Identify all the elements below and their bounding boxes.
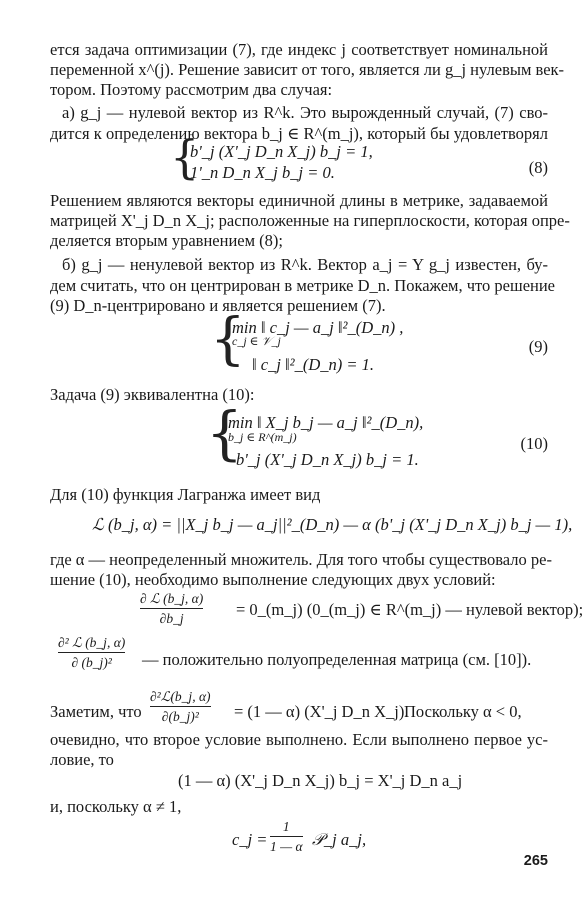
equation-brace: {: [206, 399, 243, 467]
fraction-denominator: 1 — α: [270, 839, 303, 854]
text-line: и, поскольку α ≠ 1,: [50, 797, 182, 816]
equation-10-subscript: b_j ∈ R^(m_j): [228, 430, 297, 444]
fraction-numerator: ∂²ℒ(b_j, α): [150, 689, 211, 704]
equation-brace: {: [170, 130, 200, 184]
page-number: 265: [523, 853, 548, 869]
result-equation: (1 — α) (X'_j D_n X_j) b_j = X'_j D_n a_j: [178, 771, 463, 790]
text-line: (9) D_n-центрировано и является решением (7).: [50, 296, 386, 315]
equation-number: (10): [520, 434, 548, 453]
text-line: переменной x^(j). Решение зависит от того, является ли g_j нулевым век-: [50, 60, 565, 79]
fraction-numerator: 1: [282, 819, 290, 834]
equation-brace: {: [210, 307, 246, 372]
equation-10-line2: b'_j (X'_j D_n X_j) b_j = 1.: [236, 450, 419, 469]
equation-9-line1: min ‖ c_j — a_j ‖²_(D_n) ,: [232, 318, 404, 337]
fraction: [270, 818, 303, 855]
fraction-numerator: ∂ ℒ (b_j, α): [140, 591, 204, 606]
equation-number: (9): [528, 337, 548, 356]
text-line: б) g_j — ненулевой вектор из R^k. Вектор a_j = Y g_j известен, бу-: [62, 255, 548, 274]
text-line: дем считать, что он центрирован в метрике D_n. Покажем, что решение: [50, 276, 555, 295]
final-equation-lhs: c_j =: [232, 830, 268, 849]
text-line: деляется вторым уравнением (8);: [50, 231, 283, 250]
text-line: где α — неопределенный множитель. Для того чтобы существовало ре-: [50, 550, 552, 569]
text-line: а) g_j — нулевой вектор из R^k. Это вырожденный случай, (7) сво-: [62, 103, 548, 122]
note-rhs: = (1 — α) (X'_j D_n X_j).: [234, 702, 409, 721]
fraction-numerator: ∂² ℒ (b_j, α): [58, 635, 126, 650]
fraction-denominator: ∂(b_j)²: [161, 709, 199, 724]
text-line: Заметим, что: [50, 702, 142, 721]
lagrange-equation: ℒ (b_j, α) = ||X_j b_j — a_j||²_(D_n) — α (b'_j (X'_j D_n X_j) b_j — 1),: [92, 515, 573, 534]
text-line: ется задача оптимизации (7), где индекс j соответствует номинальной: [50, 40, 548, 59]
text-line: дится к определению вектора b_j ∈ R^(m_j), который бы удовлетворял: [50, 124, 548, 143]
condition-1-rhs: = 0_(m_j) (0_(m_j) ∈ R^(m_j) — нулевой вектор);: [236, 600, 584, 619]
text-line: Для (10) функция Лагранжа имеет вид: [50, 485, 321, 504]
text-line: ловие, то: [50, 750, 114, 769]
fraction-bar: [140, 608, 203, 609]
equation-8-line1: b'_j (X'_j D_n X_j) b_j = 1,: [190, 142, 373, 161]
text-line: тором. Поэтому рассмотрим два случая:: [50, 80, 333, 99]
equation-9-subscript: c_j ∈ 𝒱_j: [232, 334, 281, 348]
text-line: Задача (9) эквивалентна (10):: [50, 385, 255, 404]
final-equation-rhs: 𝒫_j a_j,: [312, 830, 367, 849]
equation-number: (8): [528, 158, 548, 177]
fraction: [58, 634, 125, 671]
fraction-bar: [270, 836, 303, 837]
condition-2-rhs: — положительно полуопределенная матрица (см. [10]).: [142, 650, 532, 669]
fraction: [150, 688, 211, 725]
fraction-bar: [150, 706, 211, 707]
equation-10-line1: min ‖ X_j b_j — a_j ‖²_(D_n),: [228, 413, 424, 432]
equation-9-line2: ‖ c_j ‖²_(D_n) = 1.: [252, 355, 375, 374]
text-line: очевидно, что второе условие выполнено. Если выполнено первое ус-: [50, 730, 548, 749]
fraction-bar: [58, 652, 125, 653]
fraction-denominator: ∂ (b_j)²: [71, 655, 112, 670]
fraction-denominator: ∂b_j: [159, 611, 184, 626]
equation-8-line2: 1'_n D_n X_j b_j = 0.: [190, 163, 335, 182]
fraction: [140, 590, 203, 627]
text-line: Решением являются векторы единичной длины в метрике, задаваемой: [50, 191, 548, 210]
text-line: матрицей X'_j D_n X_j; расположенные на гиперплоскости, которая опре-: [50, 211, 570, 230]
text-line: Поскольку α < 0,: [404, 702, 522, 721]
text-line: шение (10), необходимо выполнение следующих двух условий:: [50, 570, 496, 589]
